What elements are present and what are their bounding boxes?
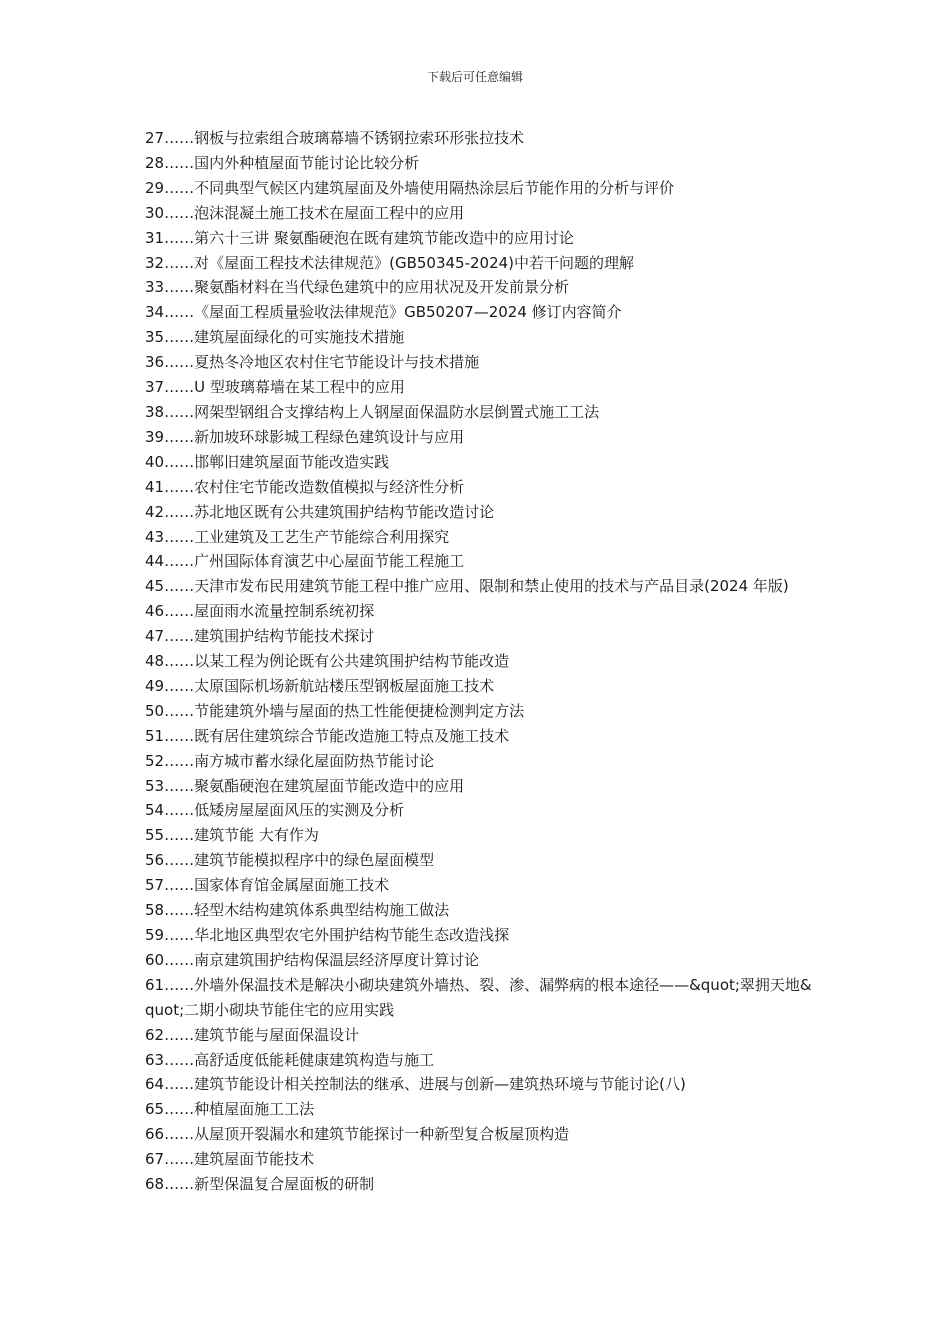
- toc-item: 39……新加坡环球影城工程绿色建筑设计与应用: [145, 427, 465, 446]
- toc-item: 43……工业建筑及工艺生产节能综合利用探究: [145, 527, 450, 546]
- toc-item: 60……南京建筑围护结构保温层经济厚度计算讨论: [145, 950, 480, 969]
- toc-item: 64……建筑节能设计相关控制法的继承、进展与创新—建筑热环境与节能讨论(八): [145, 1075, 686, 1094]
- toc-item: 30……泡沫混凝土施工技术在屋面工程中的应用: [145, 203, 465, 222]
- toc-item: 56……建筑节能模拟程序中的绿色屋面模型: [145, 851, 435, 870]
- toc-item: 63……高舒适度低能耗健康建筑构造与施工: [145, 1050, 435, 1069]
- toc-item: 65……种植屋面施工工法: [145, 1100, 315, 1119]
- toc-item: 49……太原国际机场新航站楼压型钢板屋面施工技术: [145, 676, 495, 695]
- toc-item: 31……第六十三讲 聚氨酯硬泡在既有建筑节能改造中的应用讨论: [145, 228, 574, 247]
- toc-item: 52……南方城市蓄水绿化屋面防热节能讨论: [145, 751, 435, 770]
- toc-item: 46……屋面雨水流量控制系统初探: [145, 602, 375, 621]
- toc-item: 29……不同典型气候区内建筑屋面及外墙使用隔热涂层后节能作用的分析与评价: [145, 178, 675, 197]
- toc-item: 61……外墙外保温技术是解决小砌块建筑外墙热、裂、渗、漏弊病的根本途径——&quot;翠拥天地&quot;二期小砌块节能住宅的应用实践: [145, 975, 812, 1019]
- toc-item: 40……邯郸旧建筑屋面节能改造实践: [145, 452, 390, 471]
- toc-item: 47……建筑围护结构节能技术探讨: [145, 627, 375, 646]
- toc-item: 45……天津市发布民用建筑节能工程中推广应用、限制和禁止使用的技术与产品目录(2024 年版): [145, 577, 789, 596]
- toc-list: [145, 126, 815, 1197]
- toc-item: 41……农村住宅节能改造数值模拟与经济性分析: [145, 477, 465, 496]
- toc-item: 33……聚氨酯材料在当代绿色建筑中的应用状况及开发前景分析: [145, 278, 570, 297]
- toc-item: 68……新型保温复合屋面板的研制: [145, 1175, 375, 1194]
- toc-item: 28……国内外种植屋面节能讨论比较分析: [145, 153, 420, 172]
- toc-item: 57……国家体育馆金属屋面施工技术: [145, 876, 390, 895]
- toc-item: 34……《屋面工程质量验收法律规范》GB50207—2024 修订内容简介: [145, 303, 622, 322]
- page-header-note: 下载后可任意编辑: [426, 70, 523, 84]
- toc-item: 42……苏北地区既有公共建筑围护结构节能改造讨论: [145, 502, 495, 521]
- toc-item: 44……广州国际体育演艺中心屋面节能工程施工: [145, 552, 465, 571]
- toc-item: 48……以某工程为例论既有公共建筑围护结构节能改造: [145, 652, 510, 671]
- toc-item: 37……U 型玻璃幕墙在某工程中的应用: [145, 378, 405, 397]
- toc-item: 58……轻型木结构建筑体系典型结构施工做法: [145, 901, 450, 920]
- toc-item: 62……建筑节能与屋面保温设计: [145, 1025, 360, 1044]
- toc-item: 38……网架型钢组合支撑结构上人钢屋面保温防水层倒置式施工工法: [145, 402, 600, 421]
- toc-item: 55……建筑节能 大有作为: [145, 826, 319, 845]
- toc-item: 59……华北地区典型农宅外围护结构节能生态改造浅探: [145, 926, 510, 944]
- toc-item: 35……建筑屋面绿化的可实施技术措施: [145, 328, 405, 347]
- toc-item: 27……钢板与拉索组合玻璃幕墙不锈钢拉索环形张拉技术: [145, 129, 525, 147]
- toc-item: 53……聚氨酯硬泡在建筑屋面节能改造中的应用: [145, 776, 465, 795]
- toc-item: 50……节能建筑外墙与屋面的热工性能便捷检测判定方法: [145, 701, 525, 720]
- toc-item: 32……对《屋面工程技术法律规范》(GB50345-2024)中若干问题的理解: [145, 253, 635, 272]
- toc-item: 54……低矮房屋屋面风压的实测及分析: [145, 801, 405, 820]
- toc-item: 66……从屋顶开裂漏水和建筑节能探讨一种新型复合板屋顶构造: [145, 1125, 570, 1144]
- toc-item: 67……建筑屋面节能技术: [145, 1150, 315, 1169]
- toc-item: 51……既有居住建筑综合节能改造施工特点及施工技术: [145, 726, 510, 745]
- toc-item: 36……夏热冬冷地区农村住宅节能设计与技术措施: [145, 353, 480, 372]
